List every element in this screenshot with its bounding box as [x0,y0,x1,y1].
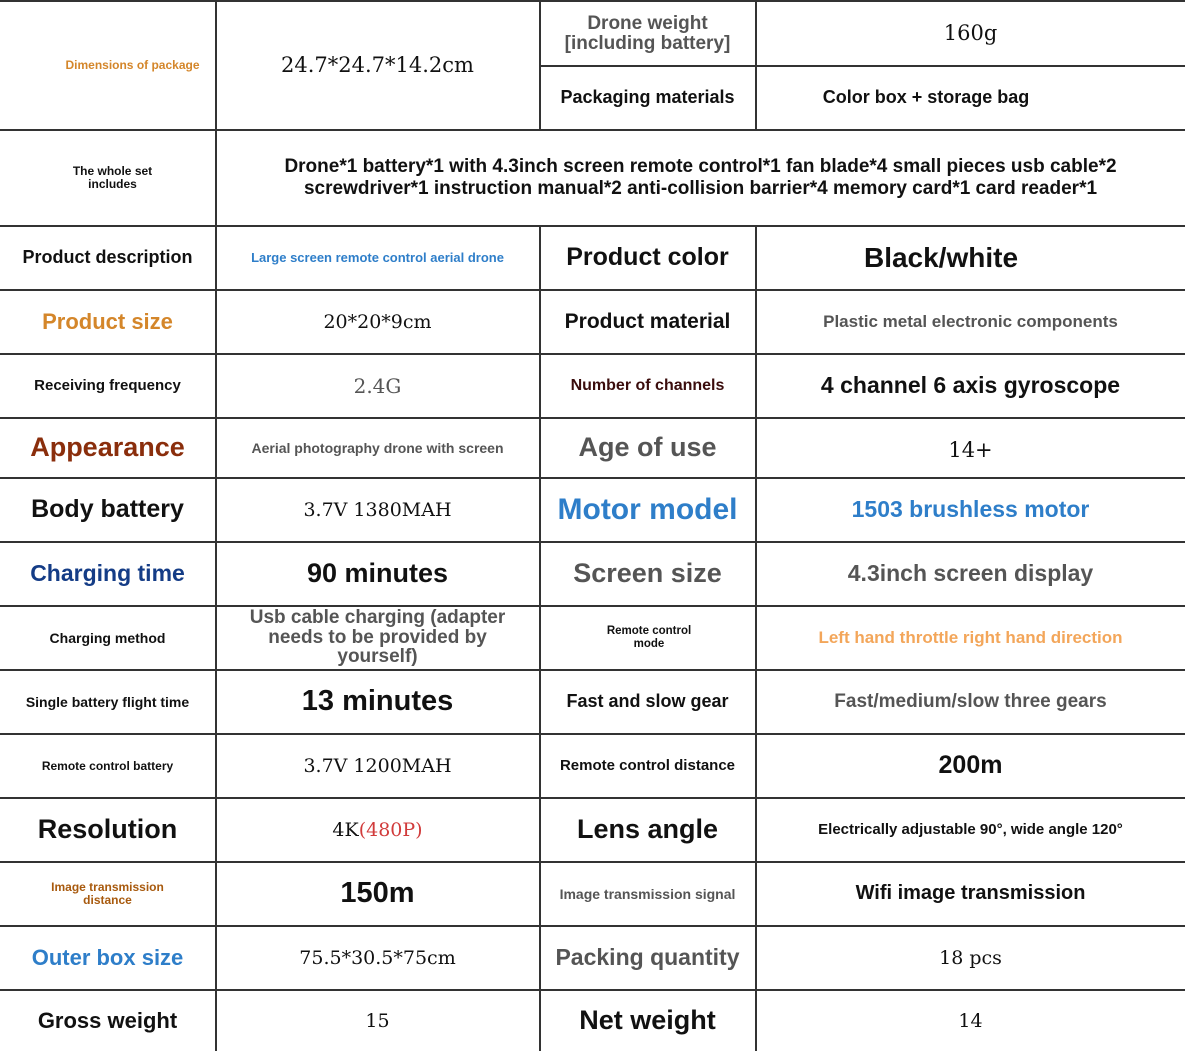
spec-value-lens-angle: Electrically adjustable 90°, wide angle 120° [818,821,1123,838]
spec-value-single-battery-flight-time: 13 minutes [301,685,454,717]
spec-label-remote-control-mode: Remote control mode [606,625,692,650]
spec-value-remote-control-mode: Left hand throttle right hand direction [818,627,1123,647]
spec-label-screen-size: Screen size [573,558,722,588]
spec-value-charging-method: Usb cable charging (adapter needs to be provided by yourself) [249,606,506,668]
spec-label-number-of-channels: Number of channels [570,376,725,394]
spec-value-motor-model: 1503 brushless motor [851,496,1090,522]
spec-value-product-size: 20*20*9cm [323,310,432,333]
dimensions-label: Dimensions of package [65,57,200,72]
spec-label-packing-quantity: Packing quantity [555,944,740,970]
spec-label-image-transmission-signal: Image transmission signal [559,885,736,902]
spec-value-screen-size: 4.3inch screen display [847,560,1094,586]
spec-value-product-color: Black/white [863,241,1019,273]
spec-value-appearance: Aerial photography drone with screen [251,439,504,456]
spec-label-product-color: Product color [566,243,729,271]
spec-value-fast-and-slow-gear: Fast/medium/slow three gears [834,690,1107,712]
spec-value-remote-control-distance: 200m [938,751,1003,779]
spec-label-product-description: Product description [22,247,193,267]
spec-value-body-battery: 3.7V 1380MAH [303,498,452,521]
spec-label-product-size: Product size [42,308,173,334]
spec-label-image-transmission-distance: Image transmission distance [51,879,164,907]
spec-label-charging-time: Charging time [30,560,185,586]
packaging-value: Color box + storage bag [822,87,1030,107]
spec-label-age-of-use: Age of use [578,432,717,462]
spec-value-product-material: Plastic metal electronic components [823,311,1118,331]
spec-label-net-weight: Net weight [579,1005,716,1035]
spec-label-body-battery: Body battery [31,495,184,523]
spec-value-charging-time: 90 minutes [306,558,449,588]
resolution-main: 4K [332,818,359,841]
spec-value-outer-box-size: 75.5*30.5*75cm [299,946,456,969]
spec-value-image-transmission-signal: Wifi image transmission [855,882,1086,904]
spec-label-single-battery-flight-time: Single battery flight time [25,693,190,710]
spec-value-age-of-use: 14+ [948,437,993,462]
dimensions-value: 24.7*24.7*14.2cm [281,52,474,77]
spec-label-product-material: Product material [564,309,731,333]
spec-value-resolution [216,798,539,861]
spec-label-gross-weight: Gross weight [37,1007,178,1033]
drone-weight-value: 160g [943,20,998,45]
spec-label-fast-and-slow-gear: Fast and slow gear [566,691,729,711]
spec-label-remote-control-distance: Remote control distance [559,757,736,774]
spec-value-packing-quantity: 18 pcs [939,946,1002,969]
drone-weight-label: Drone weight [including battery] [564,12,731,54]
spec-label-lens-angle: Lens angle [576,814,719,844]
resolution-sub: (480P) [358,818,423,841]
packaging-label: Packaging materials [560,87,735,107]
spec-label-appearance: Appearance [30,432,185,462]
spec-label-resolution: Resolution [37,814,178,844]
spec-value-receiving-frequency: 2.4G [353,373,402,398]
spec-value-image-transmission-distance: 150m [340,877,415,909]
set-label: The whole set includes [72,163,153,191]
spec-label-remote-control-battery: Remote control battery [41,758,174,773]
spec-value-remote-control-battery: 3.7V 1200MAH [303,754,452,777]
spec-value-gross-weight: 15 [365,1009,390,1032]
set-value: Drone*1 battery*1 with 4.3inch screen remote control*1 fan blade*4 small pieces usb cable*2 screwdriver*1 instruction manual*2 anti-collision barrier*4 memory card*1 card reader*1 [284,155,1117,199]
spec-label-motor-model: Motor model [557,492,738,526]
spec-value-net-weight: 14 [958,1009,983,1032]
spec-label-charging-method: Charging method [49,629,166,646]
spec-value-number-of-channels: 4 channel 6 axis gyroscope [820,372,1121,398]
spec-label-receiving-frequency: Receiving frequency [34,377,181,394]
spec-label-outer-box-size: Outer box size [31,944,184,970]
spec-value-product-description: Large screen remote control aerial drone [251,250,504,265]
